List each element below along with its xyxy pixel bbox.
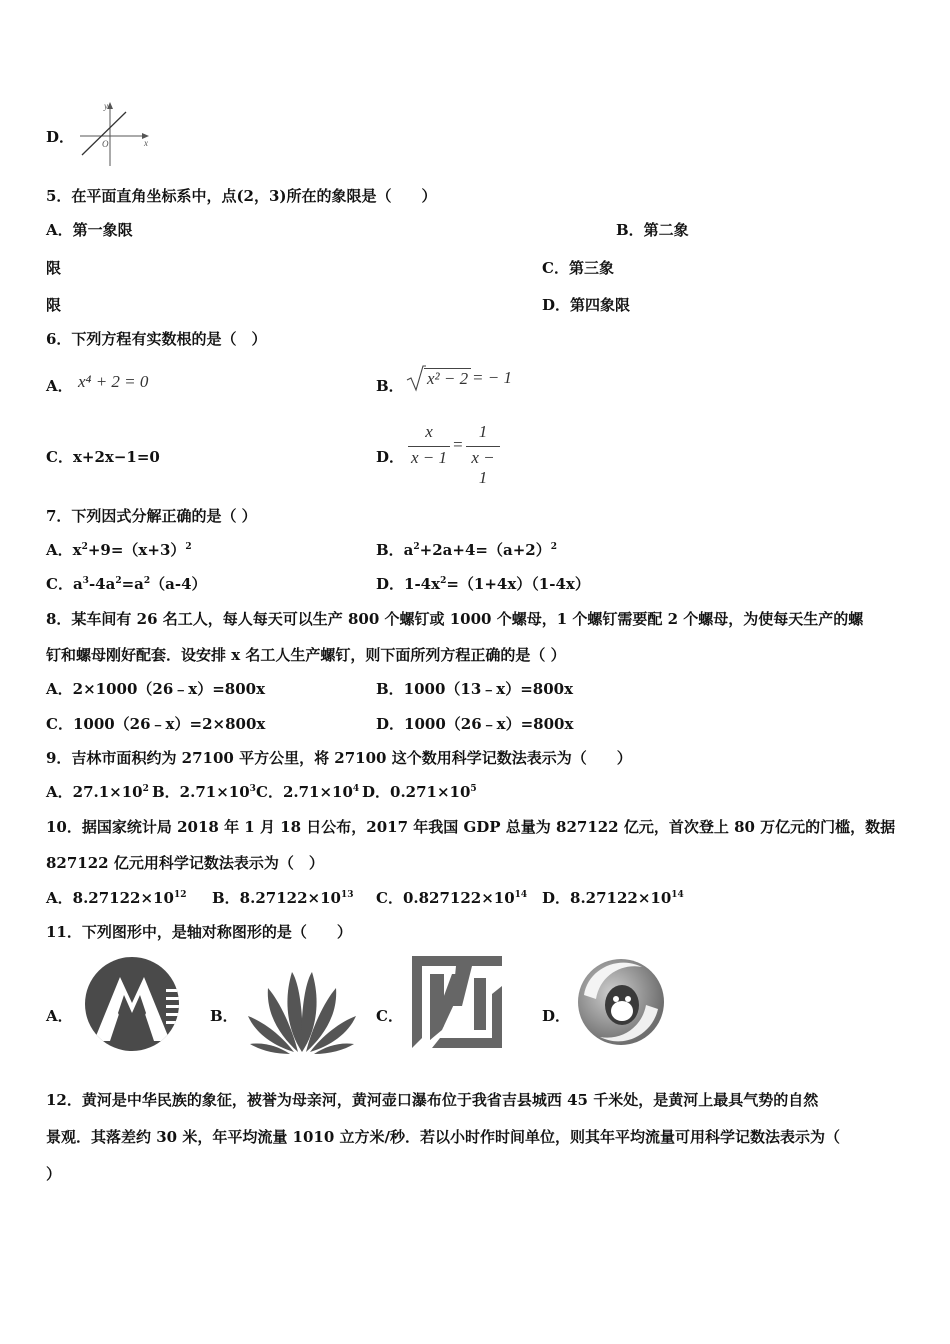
q6-stem: 6．下列方程有实数根的是（ ） xyxy=(46,330,267,348)
q12-stem-line3: ） xyxy=(46,1165,62,1183)
q6-d-den1: x − 1 xyxy=(410,448,448,467)
q11-option-b-label: B． xyxy=(210,1007,238,1025)
q7-stem: 7．下列因式分解正确的是（ ） xyxy=(46,507,257,525)
q6-option-a-math: x⁴ + 2 = 0 xyxy=(78,372,149,391)
q12-stem-line2: 景观．其落差约 30 米，年平均流量 1010 立方米/秒．若以小时作时间单位，则其年平均流量可用科学记数法表示为（ xyxy=(46,1128,840,1146)
q7-option-a: A．$x^2+9=(x+3)^2$ xyxy=(46,541,192,559)
q10-option-c: C．$0.827122\times 10^{14}$ xyxy=(376,889,528,907)
q5-wrap-1: 限 xyxy=(46,259,62,277)
q5-wrap-2: 限 xyxy=(46,296,62,314)
q9-option-c: C．$2.71\times 10^4$ xyxy=(256,783,360,801)
q10-option-d: D．$8.27122\times 10^{14}$ xyxy=(542,889,684,907)
q5-option-c: C．第三象 xyxy=(542,259,614,277)
q6-d-bar1 xyxy=(408,446,450,447)
q11-logo-c xyxy=(412,956,504,1048)
q4-option-d-label: D． xyxy=(46,128,75,146)
q8-option-d: D．1000（26﹣x）=800x xyxy=(376,715,574,733)
q10-stem-line1: 10．据国家统计局 2018 年 1 月 18 日公布，2017 年我国 GDP 总量为 827122 亿元，首次登上 80 万亿元的门槛，数据 xyxy=(46,818,896,836)
q9-option-a: A．$27.1\times 10^2$ xyxy=(46,783,149,801)
q6-option-b-rhs: = − 1 xyxy=(472,368,512,387)
y-label: y xyxy=(104,101,108,111)
origin-label: O xyxy=(102,139,109,149)
q6-sqrt-sign xyxy=(406,364,426,392)
q5-stem: 5．在平面直角坐标系中，点(2，3)所在的象限是（ ） xyxy=(46,187,437,205)
q6-d-num2: 1 xyxy=(478,422,488,441)
q6-option-b-label: B． xyxy=(376,377,404,395)
q8-stem-line1: 8．某车间有 26 名工人，每人每天可以生产 800 个螺钉或 1000 个螺母，1 个螺钉需要配 2 个螺母，为使每天生产的螺 xyxy=(46,610,864,628)
q6-d-den2: x − 1 xyxy=(471,448,495,487)
q11-logo-b xyxy=(246,958,358,1054)
q10-option-b: B．$8.27122\times 10^{13}$ xyxy=(212,889,354,907)
q5-option-a: A．第一象限 xyxy=(46,221,133,239)
q6-option-a-label: A． xyxy=(46,377,73,395)
q7-option-c: C．$a^3-4a^2=a^2(a-4)$ xyxy=(46,575,207,593)
q9-option-d: D．$0.271\times 10^5$ xyxy=(362,783,477,801)
x-label: x xyxy=(144,138,148,148)
q8-option-c: C．1000（26﹣x）=2×800x xyxy=(46,715,266,733)
q6-option-b-radicand: x² − 2 xyxy=(424,368,471,389)
q11-logo-a xyxy=(84,955,184,1055)
q6-d-bar2 xyxy=(466,446,500,447)
q8-option-a: A．2×1000（26﹣x）=800x xyxy=(46,680,266,698)
q12-stem-line1: 12．黄河是中华民族的象征，被誉为母亲河，黄河壶口瀑布位于我省吉县城西 45 千米处，是黄河上最具气势的自然 xyxy=(46,1091,819,1109)
q4-line-graph xyxy=(74,100,154,168)
q10-stem-line2: 827122 亿元用科学记数法表示为（ ） xyxy=(46,854,324,872)
q6-option-c: C．x+2x−1=0 xyxy=(46,448,160,466)
q5-option-d: D．第四象限 xyxy=(542,296,631,314)
q6-d-eq: = xyxy=(452,435,464,454)
q11-option-d-label: D． xyxy=(542,1007,571,1025)
q7-option-d: D．$1-4x^2=(1+4x)(1-4x)$ xyxy=(376,575,590,593)
q8-stem-line2: 钉和螺母刚好配套．设安排 x 名工人生产螺钉，则下面所列方程正确的是（ ） xyxy=(46,646,566,664)
q11-option-a-label: A． xyxy=(46,1007,73,1025)
q11-logo-d xyxy=(578,955,668,1049)
q9-stem: 9．吉林市面积约为 27100 平方公里，将 27100 这个数用科学记数法表示为（ ） xyxy=(46,749,632,767)
q8-option-b: B．1000（13﹣x）=800x xyxy=(376,680,574,698)
q10-option-a: A．$8.27122\times 10^{12}$ xyxy=(46,889,187,907)
q11-stem: 11．下列图形中，是轴对称图形的是（ ） xyxy=(46,923,352,941)
q11-option-c-label: C． xyxy=(376,1007,403,1025)
q7-option-b: B．$a^2+2a+4=(a+2)^2$ xyxy=(376,541,557,559)
q9-option-b: B．$2.71\times 10^3$ xyxy=(152,783,256,801)
q6-d-num1: x xyxy=(425,422,433,441)
q5-option-b: B．第二象 xyxy=(616,221,689,239)
q6-option-d-label: D． xyxy=(376,448,405,466)
